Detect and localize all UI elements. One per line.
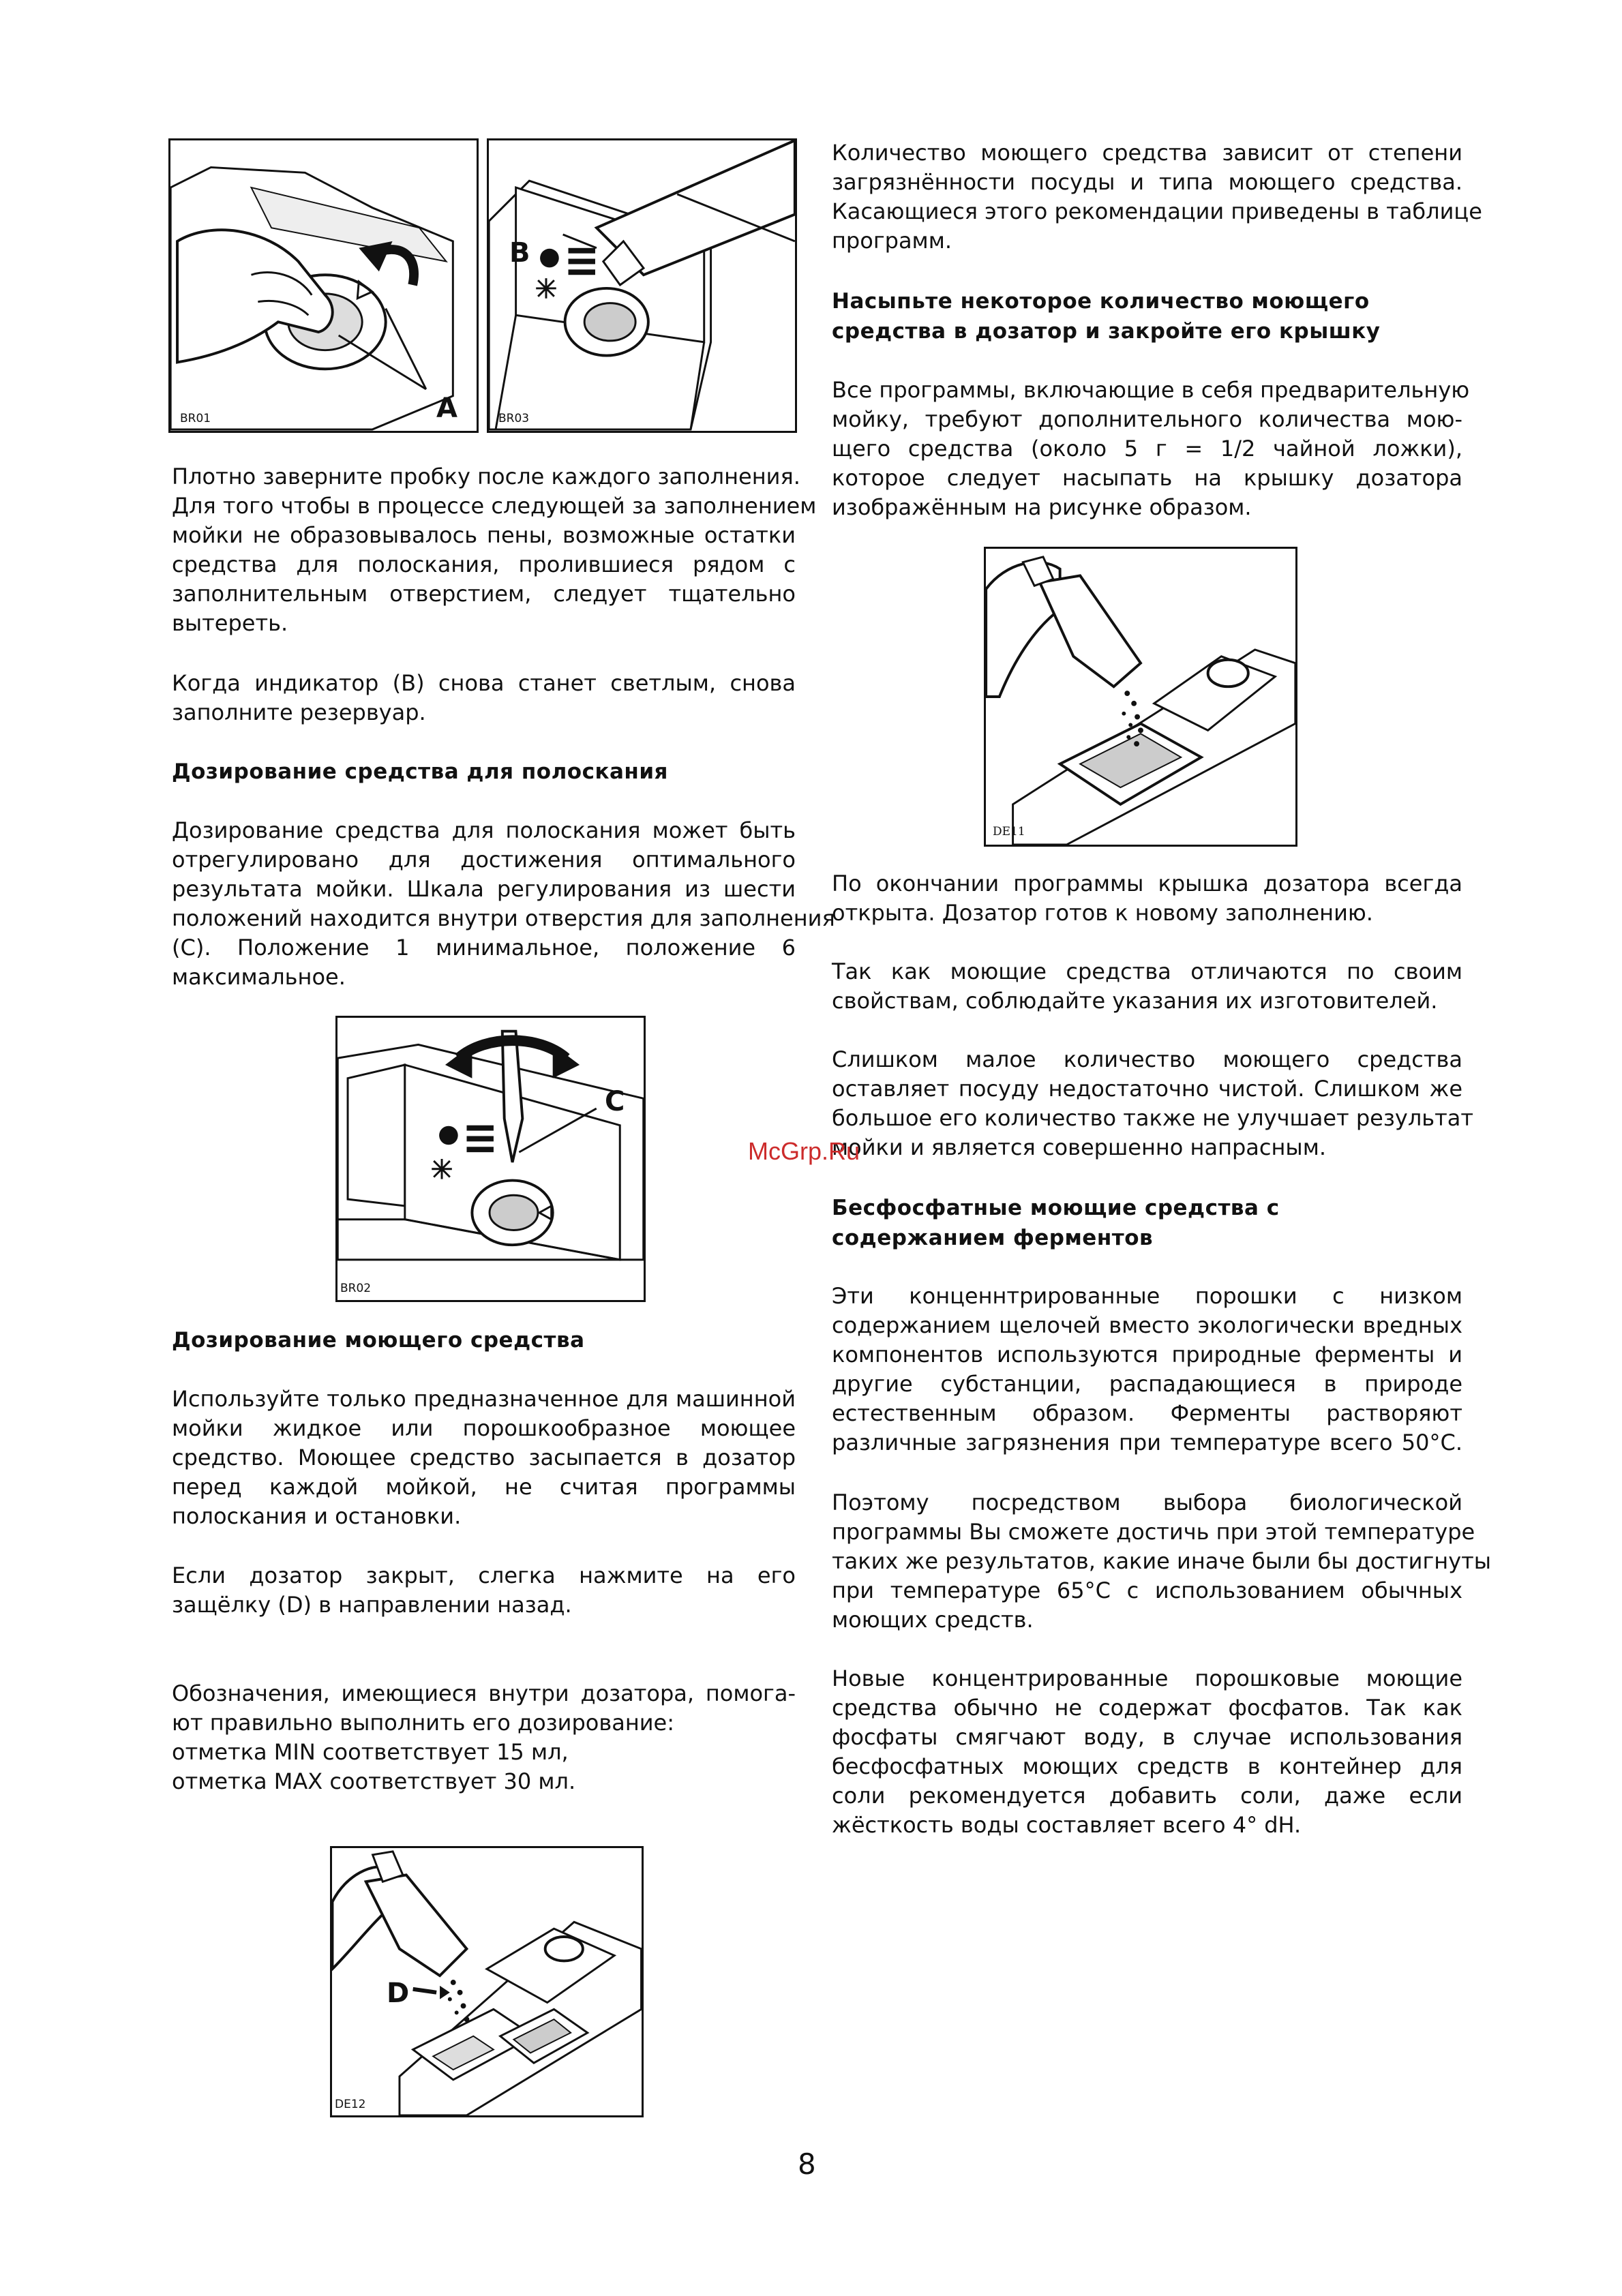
br01-label-a: A bbox=[436, 393, 457, 424]
de11-code: DE11 bbox=[993, 825, 1025, 839]
br01-code: BR01 bbox=[180, 412, 211, 425]
left-paragraph-1: Плотно заверните пробку после каждого заполнения. Для того чтобы в процессе следующей за заполнением мойки не образовывалось пены, возможные остатки средства для полоскания, пролившиеся рядом с заполнительным отверстием, следует тщательно вытереть. bbox=[172, 464, 817, 636]
right-paragraph-6: Эти конценнтрированные порошки с низком содержанием щелочей вместо экологически вредных компонентов используются природные ферменты и другие субстанции, распадающиеся в природе естественным образом. Ферменты растворяют различные загрязнения при температуре всего 50°C. bbox=[832, 1283, 1462, 1455]
br03-code: BR03 bbox=[498, 412, 530, 425]
heading-add-detergent: Насыпьте некоторое количество моющего средства в дозатор и закройте его крышку bbox=[832, 289, 1381, 344]
de12-code: DE12 bbox=[335, 2098, 366, 2111]
watermark: McGrp.Ru bbox=[748, 1137, 860, 1165]
heading-detergent-dosing: Дозирование моющего средства bbox=[172, 1328, 585, 1353]
br02-label-c: C bbox=[605, 1086, 625, 1117]
br03-illustration bbox=[489, 140, 795, 431]
right-paragraph-3: По окончании программы крышка дозатора всегда открыта. Дозатор готов к новому заполнению. bbox=[832, 871, 1462, 926]
left-paragraph-4: Используйте только предназначенное для машинной мойки жидкое или порошкообразное моющее средство. Моющее средство засыпается в дозатор перед каждой мойкой, не считая программы полоскания и остановки. bbox=[172, 1386, 796, 1529]
heading-phosphate-free: Бесфосфатные моющие средства с содержанием ферментов bbox=[832, 1196, 1280, 1250]
figure-br01 bbox=[168, 138, 479, 433]
right-paragraph-4: Так как моющие средства отличаются по своим свойствам, соблюдайте указания их изготовителей. bbox=[832, 958, 1462, 1014]
left-paragraph-3: Дозирование средства для полоскания может быть отрегулировано для достижения оптимального результата мойки. Шкала регулирования из шести положений находится внутри отверстия для заполнения (C). Положение 1 минимальное, положение 6 максимальное. bbox=[172, 817, 835, 990]
figure-de12 bbox=[330, 1846, 644, 2117]
figure-br03 bbox=[487, 138, 797, 433]
left-paragraph-2: Когда индикатор (B) снова станет светлым, снова заполните резервуар. bbox=[172, 670, 796, 725]
de11-illustration bbox=[986, 549, 1295, 845]
br02-illustration bbox=[337, 1018, 644, 1300]
de12-illustration bbox=[332, 1848, 642, 2115]
right-paragraph-5: Слишком малое количество моющего средства оставляет посуду недостаточно чистой. Слишком же большое его количество также не улучшает результат мойки и является совершенно напрасным. bbox=[832, 1046, 1474, 1160]
right-paragraph-8: Новые концентрированные порошковые моющие средства обычно не содержат фосфатов. Так как фосфаты смягчают воду, в случае использования бесфосфатных моющих средств в контейнер для соли рекомендуется добавить соли, даже если жёсткость воды составляет всего 4° dH. bbox=[832, 1665, 1462, 1838]
br03-label-b: B bbox=[509, 237, 530, 269]
br01-illustration bbox=[170, 140, 477, 431]
page-number: 8 bbox=[798, 2147, 816, 2181]
right-paragraph-1: Количество моющего средства зависит от степени загрязнённости посуды и типа моющего средства. Касающиеся этого рекомендации приведены в таблице программ. bbox=[832, 140, 1482, 254]
de12-label-d: D bbox=[387, 1978, 410, 2009]
figure-de11 bbox=[984, 547, 1297, 847]
heading-rinse-aid-dosing: Дозирование средства для полоскания bbox=[172, 759, 668, 784]
figure-br02 bbox=[335, 1016, 646, 1302]
br02-code: BR02 bbox=[340, 1282, 372, 1295]
right-paragraph-7: Поэтому посредством выбора биологической программы Вы сможете достичь при этой температуре таких же результатов, какие иначе были бы достигнуты при температуре 65°C с использованием обычных моющих средств. bbox=[832, 1490, 1492, 1633]
left-paragraph-5: Если дозатор закрыт, слегка нажмите на его защёлку (D) в направлении назад. bbox=[172, 1562, 796, 1618]
right-paragraph-2: Все программы, включающие в себя предварительную мойку, требуют дополнительного количества мою- щего средства (около 5 г = 1/2 чайной ложки), которое следует насыпать на крышку дозатора изображённым на рисунке образом. bbox=[832, 377, 1470, 520]
left-paragraph-6: Обозначения, имеющиеся внутри дозатора, помога- ют правильно выполнить его дозирование: отметка MIN соответствует 15 мл, отметка MAX соответствует 30 мл. bbox=[172, 1680, 796, 1794]
